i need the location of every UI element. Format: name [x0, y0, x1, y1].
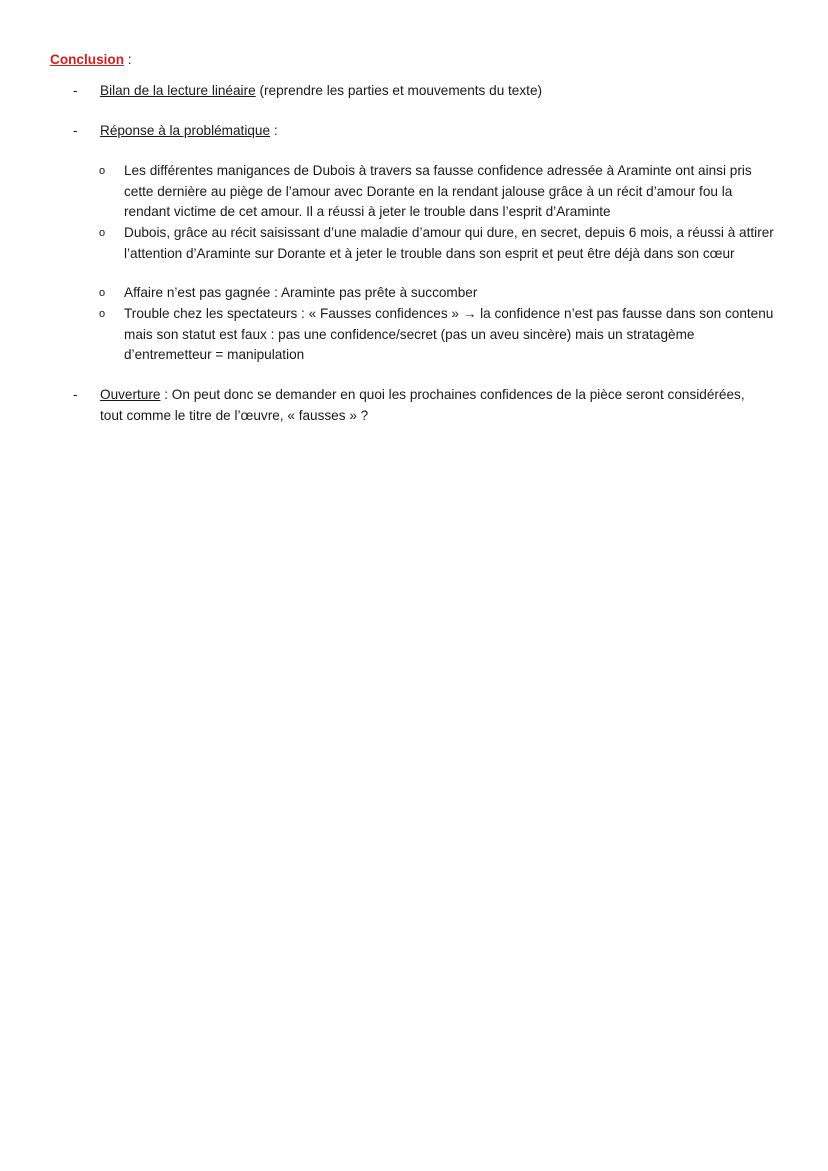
conclusion-title: Conclusion	[50, 52, 125, 67]
dash-bullet: -	[73, 83, 78, 98]
conclusion-heading	[50, 50, 132, 71]
list-item-text	[100, 121, 768, 142]
circle-bullet-icon: o	[99, 287, 106, 299]
dash-bullet: -	[73, 387, 78, 402]
circle-bullet-icon: o	[99, 308, 106, 320]
circle-bullet-icon: o	[99, 165, 106, 177]
item-label: Ouverture	[100, 387, 161, 402]
item-body: (reprendre les parties et mouvements du texte)	[255, 83, 543, 98]
sub-item-text: Trouble chez les spectateurs : « Fausses confidences » → la confidence n’est pas fausse dans son contenu mais son statut est faux : pas une confidence/secret (pas un aveu sincère) mais un stratagème d’entremetteur = manipulation	[124, 306, 774, 363]
list-item-text	[100, 385, 768, 426]
dash-bullet: -	[73, 123, 78, 138]
sub-item-text: Les différentes manigances de Dubois à travers sa fausse confidence adressée à Araminte ont ainsi pris cette dernière au piège de l’amour avec Dorante en la rendant jalouse grâce à un récit d’amour fou la rendant victime de cet amour. Il a réussi à jeter le trouble dans l’esprit d’Araminte	[124, 163, 752, 220]
conclusion-colon: :	[124, 52, 132, 67]
item-label: Réponse à la problématique	[100, 123, 271, 138]
item-body: : On peut donc se demander en quoi les prochaines confidences de la pièce seront considérées, tout comme le titre de l’œuvre, « fausses » ?	[100, 387, 745, 423]
list-item-text	[100, 81, 768, 102]
circle-bullet-icon: o	[99, 227, 106, 239]
item-body: :	[270, 123, 278, 138]
sub-item-text: Affaire n’est pas gagnée : Araminte pas prête à succomber	[124, 285, 478, 300]
item-label: Bilan de la lecture linéaire	[100, 83, 256, 98]
sub-item-text: Dubois, grâce au récit saisissant d’une maladie d’amour qui dure, en secret, depuis 6 mois, a réussi à attirer l’attention d’Araminte sur Dorante et à jeter le trouble dans son esprit et peut être déjà dans son cœur	[124, 225, 774, 261]
